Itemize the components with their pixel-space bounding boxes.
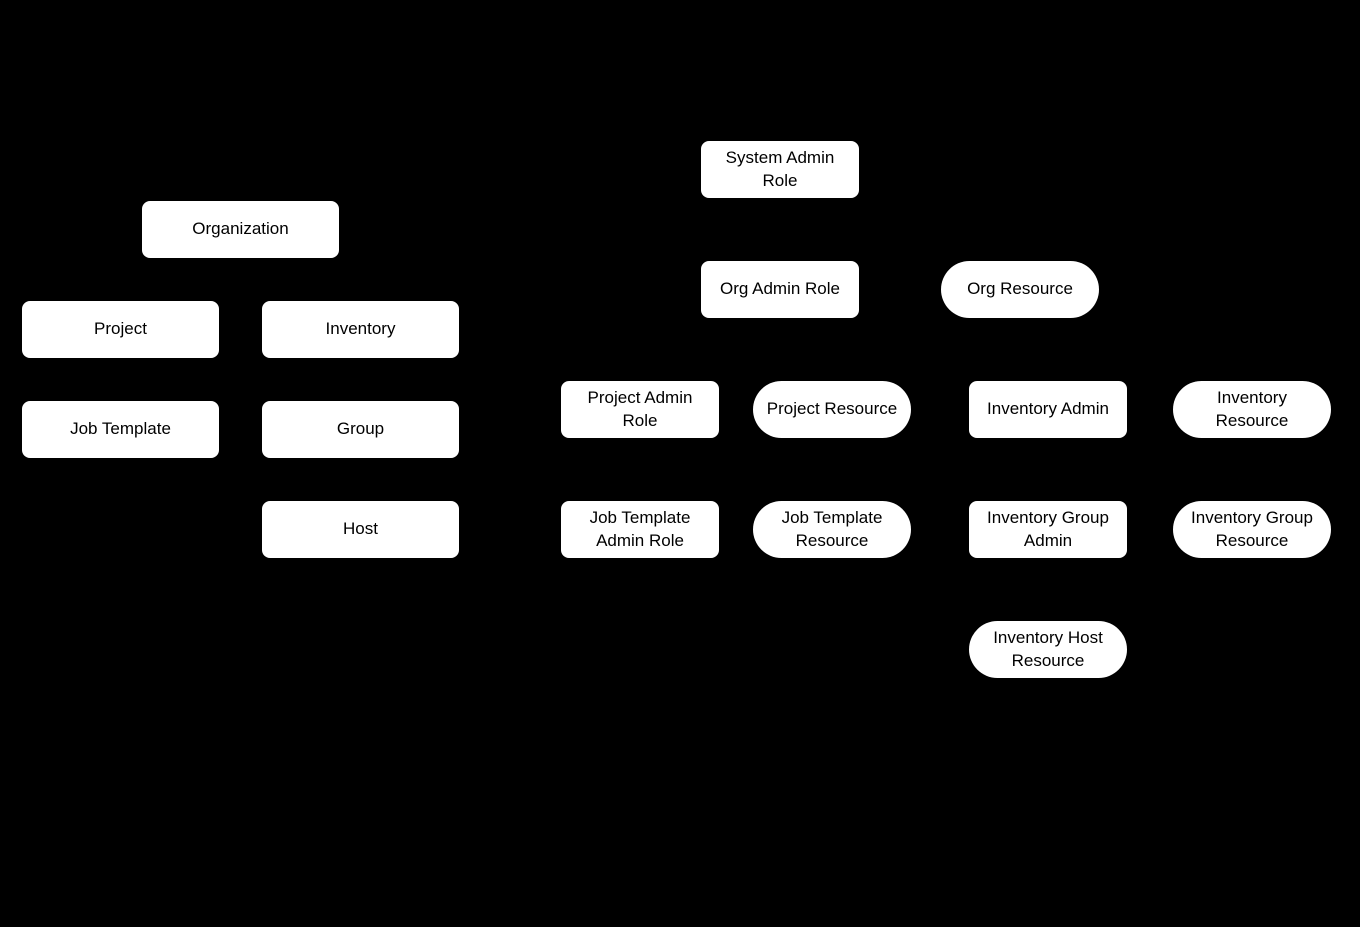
node-label: Inventory Admin: [987, 399, 1109, 419]
node-label: Inventory Group Resource: [1191, 507, 1313, 550]
node-project-admin-role: [561, 381, 719, 438]
node-inventory-group-resource: [1173, 501, 1331, 558]
node-inventory-resource: [1173, 381, 1331, 438]
node-inventory-admin: [969, 381, 1127, 438]
node-job-template: [22, 401, 219, 458]
node-label: Project Resource: [766, 399, 898, 419]
node-organization: [142, 201, 339, 258]
node-label: Job Template: [70, 419, 171, 439]
node-host: [262, 501, 459, 558]
node-inventory-host-resource: [969, 621, 1127, 678]
node-label: Inventory Resource: [1215, 387, 1289, 430]
node-inventory-group-admin: [969, 501, 1127, 558]
node-inventory: [262, 301, 459, 358]
node-group: [262, 401, 459, 458]
node-label: Project: [94, 319, 147, 339]
node-label: Organization: [192, 219, 289, 239]
node-label: Group: [336, 419, 385, 439]
node-org-admin-role: [701, 261, 859, 318]
node-label: Job Template Resource: [781, 507, 883, 550]
node-label: Project Admin Role: [587, 387, 693, 430]
node-job-template-admin-role: [561, 501, 719, 558]
node-label: Org Resource: [967, 279, 1073, 299]
node-label: Job Template Admin Role: [589, 507, 691, 550]
node-label: Host: [343, 519, 378, 539]
node-system-admin-role: [701, 141, 859, 198]
node-project-resource: [753, 381, 911, 438]
node-label: System Admin Role: [725, 147, 835, 190]
node-label: Org Admin Role: [720, 279, 840, 299]
node-label: Inventory: [325, 319, 396, 339]
node-label: Inventory Group Admin: [987, 507, 1109, 550]
node-job-template-resource: [753, 501, 911, 558]
node-project: [22, 301, 219, 358]
node-label: Inventory Host Resource: [993, 627, 1103, 670]
node-org-resource: [941, 261, 1099, 318]
